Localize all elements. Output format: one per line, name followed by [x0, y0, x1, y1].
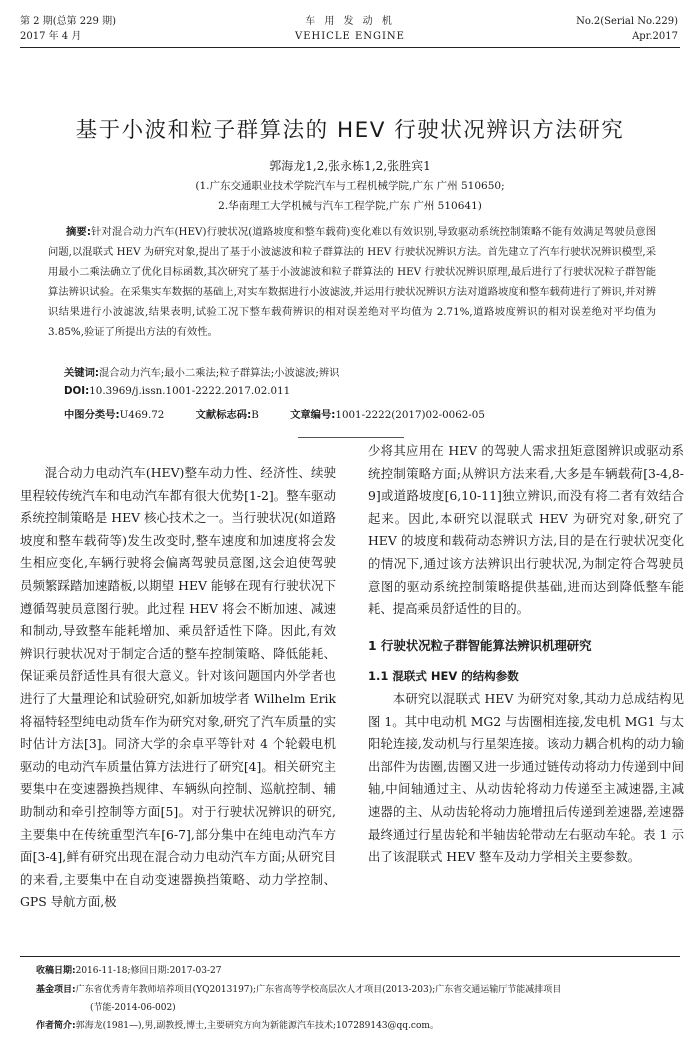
header-rule: [20, 47, 680, 48]
dates-label: 收稿日期:: [36, 966, 76, 976]
author-value: 郭海龙(1981—),男,副教授,博士,主要研究方向为新能源汽车技术;107289143@qq.com。: [75, 1021, 439, 1031]
abstract: [48, 222, 656, 342]
keywords-text: 混合动力汽车;最小二乘法;粒子群算法;小波滤波;辨识: [99, 367, 340, 379]
doi-label: DOI:: [64, 385, 90, 397]
section-divider: [298, 437, 404, 438]
clc-label: 中图分类号:: [64, 409, 120, 421]
header-journal-en: VEHICLE ENGINE: [294, 31, 405, 42]
clc-value: U469.72: [119, 409, 165, 421]
header-journal-cn: 车 用 发 动 机: [305, 16, 395, 27]
doc-code-label: 文献标志码:: [195, 409, 252, 421]
affiliation-1: (1.广东交通职业技术学院汽车与工程机械学院,广东 广州 510650;: [195, 180, 505, 192]
doc-code-value: B: [251, 409, 259, 421]
doi-text: 10.3969/j.issn.1001-2222.2017.02.011: [89, 385, 291, 397]
footnote-fund-cont: [20, 999, 680, 1017]
fund-label: 基金项目:: [36, 985, 76, 995]
footnote-dates: [20, 962, 680, 980]
section-1-1-text: 本研究以混联式 HEV 为研究对象,其动力总成结构见图 1。其中电动机 MG2 与齿圈相连接,发电机 MG1 与太阳轮连接,发动机与行星架连接。该动力耦合机构的动力输出部件为齿圈,齿圈又进一步通过链传动将动力传递到中间轴,中间轴通过主、从动齿轮将动力传递至主减速器,主减速器的主、从动齿轮将动力施增扭后传递到差速器,差速器最终通过行星齿轮和半轴齿轮带动左右驱动车轮。表 1 示出了该混联式 HEV 整车及动力学相关主要参数。: [368, 690, 684, 865]
right-column: [368, 440, 684, 869]
footnote-author: [20, 1017, 680, 1035]
footnote-rule: [20, 956, 680, 957]
section-1-heading: 1 行驶状况粒子群智能算法辨识机理研究: [368, 637, 592, 653]
doi: [64, 385, 290, 397]
affiliation-2: 2.华南理工大学机械与汽车工程学院,广东 广州 510641): [218, 200, 482, 212]
section-1-1-heading: 1.1 混联式 HEV 的结构参数: [368, 669, 519, 684]
abstract-text: 针对混合动力汽车(HEV)行驶状况(道路坡度和整车载荷)变化难以有效识别,导致驱动系统控制策略不能有效满足驾驶员意图问题,以混联式 HEV 为研究对象,提出了基于小波滤波和粒子群算法的 HEV 行驶状况辨识方法。首先建立了汽车行驶状况辨识模型,采用最小二乘法确立了优化目标函数,其次研究了基于小波滤波和粒子群算法的 HEV 行驶状况辨识原理,最后进行了行驶状况粒子群智能算法辨识试验。在采集实车数据的基础上,对实车数据进行小波滤波,并运用行驶状况辨识方法对道路坡度和整车载荷进行了辨识,并对辨识结果进行小波滤波,结果表明,试验工况下整车载荷辨识的相对误差绝对平均值为 2.71%,道路坡度辨识的相对误差绝对平均值为 3.85%,验证了所提出方法的有效性。: [48, 226, 656, 338]
header-serial-number: No.2(Serial No.229): [576, 16, 678, 27]
header-serial-date: Apr.2017: [632, 31, 678, 42]
header-issue-number: 第 2 期(总第 229 期): [20, 16, 116, 27]
fund-value: 广东省优秀青年教师培养项目(YQ2013197);广东省高等学校高层次人才项目(2013-203);广东省交通运输厅节能减排项目: [75, 985, 562, 995]
left-column: [20, 462, 336, 914]
header-serial: [576, 14, 678, 44]
article-number-value: 1001-2222(2017)02-0062-05: [335, 409, 485, 421]
dates-value: 2016-11-18;修回日期:2017-03-27: [75, 966, 222, 976]
keywords: [64, 364, 339, 379]
intro-paragraph: 混合动力电动汽车(HEV)整车动力性、经济性、续驶里程较传统汽车和电动汽车都有很大优势[1-2]。整车驱动系统控制策略是 HEV 核心技术之一。当行驶状况(如道路坡度和整车载荷等)发生改变时,整车速度和加速度将会发生相应变化,车辆行驶将会偏离驾驶员意图,这会迫使驾驶员频繁踩踏加速踏板,以期望 HEV 能够在现有行驶状况下遵循驾驶员意图行驶。此过程 HEV 将会不断加速、减速和制动,导致整车能耗增加、乘员舒适性下降。因此,有效辨识行驶状况对于制定合适的整车控制策略、降低能耗、保证乘员舒适性具有很大意义。针对该问题国内外学者也进行了大量理论和试验研究,如新加坡学者 Wilhelm Erik 将福特轻型纯电动货车作为研究对象,研究了汽车质量的实时估计方法[3]。同济大学的余卓平等针对 4 个轮毂电机驱动的电动汽车质量估算方法进行了研究[4]。相关研究主要集中在变速器换挡规律、车辆纵向控制、巡航控制、辅助制动和牵引控制等方面[5]。对于行驶状况辨识的研究,主要集中在传统重型汽车[6-7],部分集中在纯电动汽车方面[3-4],鲜有研究出现在混合动力电动汽车方面;从研究目的来看,主要集中在自动变速器换挡策略、动力学控制、GPS 导航方面,极: [20, 465, 336, 910]
fund-value-cont: (节能-2014-06-002): [90, 1003, 176, 1013]
keywords-label: 关键词:: [64, 367, 100, 379]
paper-authors: 郭海龙1,2,张永栋1,2,张胜宾1: [269, 159, 431, 173]
author-label: 作者简介:: [36, 1021, 76, 1031]
classification: [64, 406, 485, 421]
paper-title: 基于小波和粒子群算法的 HEV 行驶状况辨识方法研究: [75, 118, 625, 143]
footnote-fund: [20, 981, 680, 999]
abstract-label: 摘要:: [66, 226, 91, 238]
article-number-label: 文章编号:: [290, 409, 336, 421]
header-issue-date: 2017 年 4 月: [20, 31, 82, 42]
intro-continued: 少将其应用在 HEV 的驾驶人需求扭矩意图辨识或驱动系统控制策略方面;从辨识方法来看,大多是车辆载荷[3-4,8-9]或道路坡度[6,10-11]独立辨识,而没有将二者有效结合起来。因此,本研究以混联式 HEV 为研究对象,研究了 HEV 的坡度和载荷动态辨识方法,目的是在行驶状况变化的情况下,通过该方法辨识出行驶状况,为制定符合驾驶员意图的驱动系统控制策略提供基础,进而达到降低整车能耗、提高乘员舒适性的目的。: [368, 443, 684, 617]
